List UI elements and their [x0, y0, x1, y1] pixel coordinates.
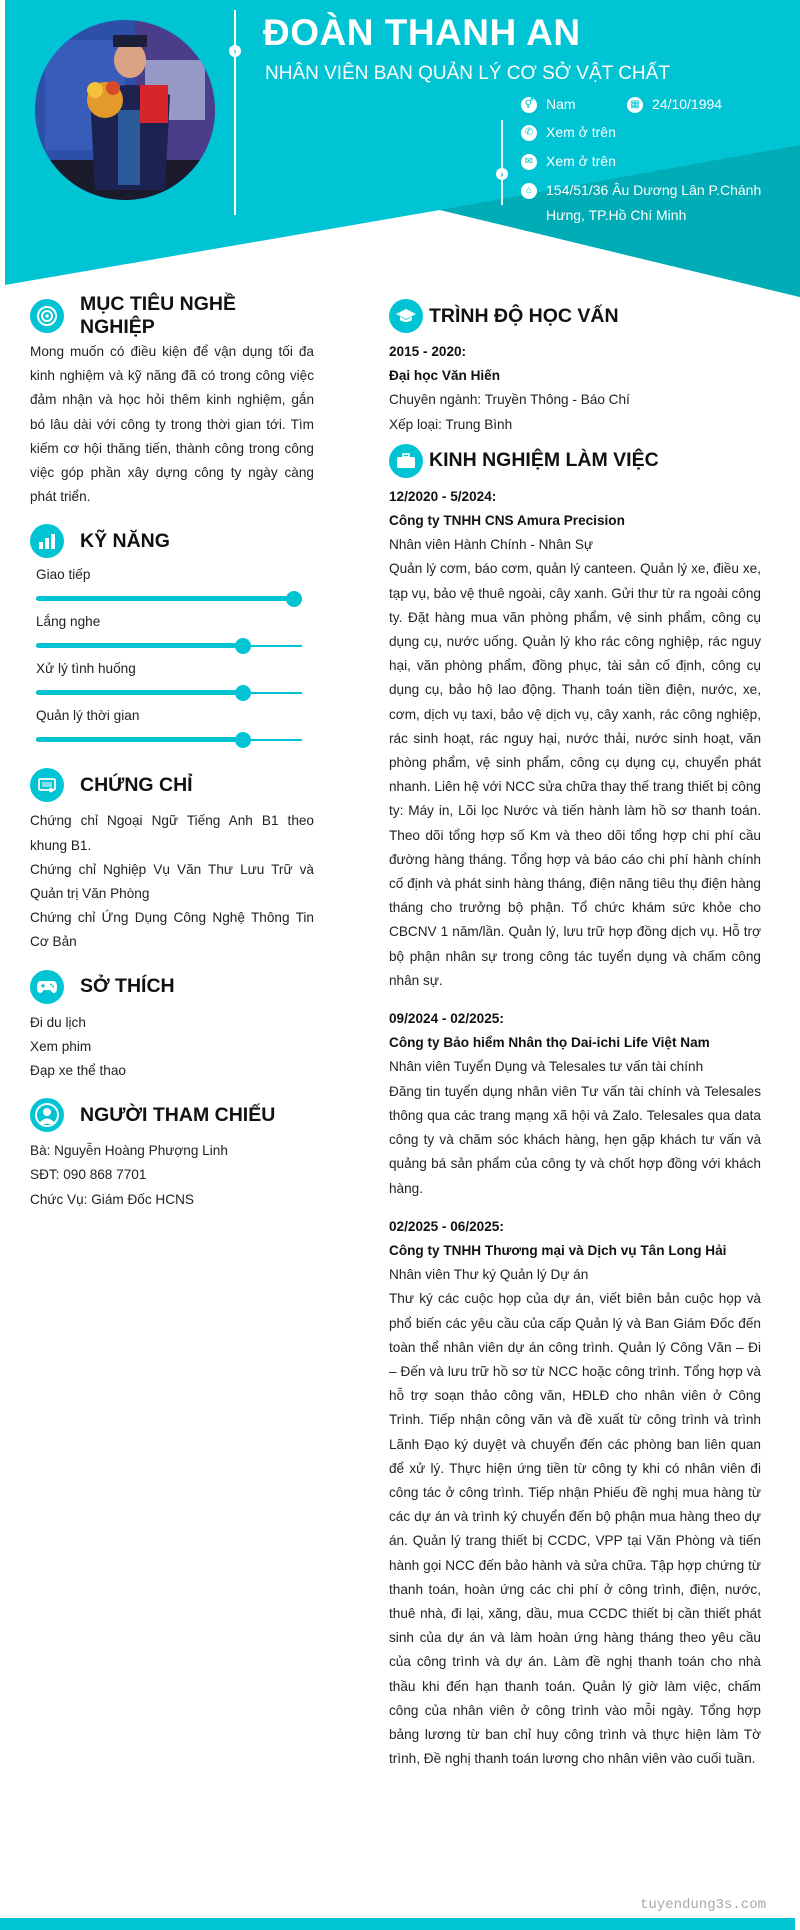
user-icon: [30, 1098, 64, 1132]
certificates-heading: [30, 767, 314, 803]
job-entry: [389, 485, 761, 993]
skills-list: [30, 565, 314, 753]
candidate-title: NHÂN VIÊN BAN QUẢN LÝ CƠ SỞ VẬT CHẤT: [265, 63, 670, 84]
email-value: Xem ở trên: [546, 153, 616, 169]
skill-item: [36, 565, 302, 612]
job-company: Công ty Bảo hiểm Nhân thọ Dai-ichi Life Việt Nam: [389, 1035, 710, 1051]
phone-icon: ✆: [521, 125, 537, 141]
skills-heading: [30, 523, 314, 559]
chevron-right-icon: ›: [496, 168, 508, 180]
certificate-item: Chứng chỉ Nghiệp Vụ Văn Thư Lưu Trữ và Quản trị Văn Phòng: [30, 861, 314, 902]
experience-title: KINH NGHIỆM LÀM VIỆC: [429, 449, 659, 472]
education-major: Chuyên ngành: Truyền Thông - Báo Chí: [389, 392, 630, 408]
certificate-item: Chứng chỉ Ứng Dụng Công Nghệ Thông Tin Cơ Bản: [30, 910, 314, 950]
reference-name: Bà: Nguyễn Hoàng Phượng Linh: [30, 1143, 228, 1159]
gender-icon: ⚥: [521, 97, 537, 113]
graduation-cap-icon: [389, 299, 423, 333]
address-info: [521, 182, 771, 228]
skill-level-knob: [286, 591, 302, 607]
gender-info: [521, 96, 576, 117]
hobby-item: Đạp xe thể thao: [30, 1063, 126, 1079]
objective-title: MỤC TIÊU NGHỀ NGHIỆP: [80, 293, 236, 338]
email-info: [521, 153, 616, 174]
skill-label: Lắng nghe: [36, 614, 101, 630]
phone-info: [521, 124, 616, 145]
objective-text: Mong muốn có điều kiện để vận dụng tối đa kinh nghiệm và kỹ năng đã có trong công việc đảm nhận và học hỏi thêm kinh nghiệm, gắn bó lâu dài với công ty trong thời gian tới. Tìm kiếm cơ hội thăng tiến, thành công trong công việc góp phần xây dựng công ty ngày càng phát triển.: [30, 344, 314, 505]
job-company: Công ty TNHH Thương mại và Dịch vụ Tân Long Hải: [389, 1242, 727, 1258]
address-value: 154/51/36 Âu Dương Lân P.Chánh Hưng, TP.Hồ Chí Minh: [546, 182, 762, 223]
education-period: 2015 - 2020:: [389, 344, 467, 359]
dob-info: [627, 96, 722, 117]
job-description: Thư ký các cuộc họp của dự án, viết biên bản cuộc họp và phổ biến các yêu cầu của cấp Quản lý và Ban Giám Đốc đến toàn thể nhân viên dự án công trình. Quản lý Công Văn – Đi – Đến và lưu trữ hồ sơ từ NCC hoặc công trình. Tổng hợp và hỗ trợ soạn thảo công văn, HĐLĐ cho nhân viên ở Công Trình. Tiếp nhận công văn và đề xuất từ công trình và trình Lãnh Đạo ký duyệt và chuyển đến các phòng ban liên quan để xử lý. Thực hiện ứng tiền từ công ty khi có nhân viên đi công tác ở công trình. Tiếp nhận Phiếu đề nghị mua hàng từ các dự án và trình ký chuyển đến bộ phận mua hàng theo dự án. Quản lý trang thiết bị CCDC, VPP tại Văn Phòng và tiến hành gọi NCC đến bảo hành và sửa chữa. Tập hợp chứng từ thanh toán, hoàn ứng các chi phí ở công trình, điện, nước, thuê nhà, đi lại, xăng, dầu, mua CCDC thiết bị cần thiết phát sinh của dự án và làm hoàn ứng hàng tháng theo yêu cầu của công trình và dự án. Làm đề nghị thanh toán cho nhà thầu khi đến hạn thanh toán. Quản lý giờ làm việc, chấm công của nhân viên ở công trình vào mỗi ngày. Tổng hợp bảng lương từ ban chỉ huy công trình và thực hiện làm Tờ trình, Đề nghị thanh toán lương cho nhân viên vào cuối tuần.: [389, 1291, 761, 1767]
references-title: NGƯỜI THAM CHIẾU: [80, 1103, 276, 1126]
phone-value: Xem ở trên: [546, 124, 616, 140]
reference-phone: SĐT: 090 868 7701: [30, 1167, 147, 1183]
skill-level-knob: [235, 732, 251, 748]
left-column: [30, 293, 314, 1212]
header-divider-line: [234, 10, 236, 215]
home-icon: ⌂: [521, 183, 537, 199]
job-period: 09/2024 - 02/2025:: [389, 1011, 504, 1027]
reference-position: Chức Vụ: Giám Đốc HCNS: [30, 1191, 194, 1207]
briefcase-icon: [389, 444, 423, 478]
skill-level-knob: [235, 685, 251, 701]
job-position: Nhân viên Hành Chính - Nhân Sự: [389, 537, 594, 553]
skill-label: Giao tiếp: [36, 567, 91, 583]
objective-heading: [30, 293, 314, 338]
candidate-name: ĐOÀN THANH AN: [263, 12, 581, 53]
job-entry: [389, 1007, 761, 1201]
hobby-item: Xem phim: [30, 1038, 92, 1054]
skill-level-knob: [235, 638, 251, 654]
header-banner: [0, 0, 800, 300]
education-heading: [389, 298, 761, 334]
skill-item: [36, 659, 302, 706]
job-period: 12/2020 - 5/2024:: [389, 488, 497, 504]
skill-level-fill: [36, 690, 243, 695]
gamepad-icon: [30, 970, 64, 1004]
skills-title: KỸ NĂNG: [80, 529, 170, 552]
right-column: [389, 298, 761, 1771]
job-period: 02/2025 - 06/2025:: [389, 1218, 504, 1234]
gender-value: Nam: [546, 96, 576, 112]
skill-item: [36, 612, 302, 659]
certificates-title: CHỨNG CHỈ: [80, 773, 193, 796]
job-description: Quản lý cơm, báo cơm, quản lý canteen. Quản lý xe, điều xe, tạp vụ, bảo vệ thuê ngoài, cây xanh. Gửi thư từ ra ngoài công ty. Đặt hàng mua văn phòng phẩm, vệ sinh phẩm, công cụ dụng cụ, nước uống. Quản lý kho rác công nghiệp, rác nguy hại, văn phòng phẩm, đồng phục, tài sản cố định, công cụ dụng cụ, bảo hộ lao động. Thanh toán tiền điện, nước, xe, cơm, dịch vụ taxi, bảo vệ dịch vụ, cây xanh, rác công nghiệp, rác sinh hoạt, rác nguy hại, nước thải, nước sinh hoạt, văn phòng phẩm, vệ sinh phẩm, công cụ dụng cụ, chuyển phát nhanh. Liên hệ với NCC sửa chữa thay thế trang thiết bị công ty: Máy in, Lõi lọc Nước và tiến hành làm hồ sơ thanh toán. Theo dõi tổng hợp số Km và theo dõi tổng hợp chi phí cầu đường hàng tháng. Tổng hợp và báo cáo chi phí hành chính cố định và phát sinh hàng tháng, điện năng tiêu thụ điện hàng tháng cho trưởng bộ phận. Tổ chức khám sức khỏe cho CBCNV 1 năm/lần. Quản lý, lưu trữ hợp đồng dịch vụ. Hỗ trợ bộ phận nhân sự trong công tác tuyển dụng và chấm công nhân sự.: [389, 561, 761, 988]
profile-photo: [35, 20, 215, 200]
certificate-item: Chứng chỉ Ngoại Ngữ Tiếng Anh B1 theo khung B1.: [30, 813, 314, 853]
skill-level-fill: [36, 596, 302, 601]
contact-divider-line: [501, 120, 503, 205]
chevron-right-icon: ›: [229, 45, 241, 57]
certificate-icon: [30, 768, 64, 802]
skill-label: Xử lý tình huống: [36, 661, 136, 677]
skill-level-fill: [36, 643, 243, 648]
email-icon: ✉: [521, 154, 537, 170]
dob-value: 24/10/1994: [652, 96, 723, 112]
hobby-item: Đi du lịch: [30, 1014, 86, 1030]
job-company: Công ty TNHH CNS Amura Precision: [389, 513, 625, 529]
target-icon: [30, 299, 64, 333]
education-grade: Xếp loại: Trung Bình: [389, 416, 513, 432]
hobbies-heading: [30, 969, 314, 1005]
references-heading: [30, 1097, 314, 1133]
experience-heading: [389, 443, 761, 479]
skill-item: [36, 706, 302, 753]
hobbies-title: SỞ THÍCH: [80, 975, 175, 998]
avatar: [35, 20, 215, 200]
job-position: Nhân viên Thư ký Quản lý Dự án: [389, 1267, 589, 1283]
skill-level-fill: [36, 737, 243, 742]
education-school: Đại học Văn Hiến: [389, 368, 501, 384]
education-title: TRÌNH ĐỘ HỌC VẤN: [429, 304, 619, 327]
bar-chart-icon: [30, 524, 64, 558]
calendar-icon: ▦: [627, 97, 643, 113]
skill-label: Quản lý thời gian: [36, 708, 140, 724]
job-position: Nhân viên Tuyển Dụng và Telesales tư vấn tài chính: [389, 1059, 704, 1075]
footer-bar: [0, 1918, 795, 1930]
watermark: tuyendung3s.com: [640, 1897, 767, 1913]
job-entry: [389, 1215, 761, 1772]
job-description: Đăng tin tuyển dụng nhân viên Tư vấn tài chính và Telesales thông qua các trang mạng xã hội và Zalo. Telesales qua data công ty và chăm sóc khách hàng, hẹn gặp khách tư vấn và quảng bá sản phẩm của công ty và chốt hợp đồng với khách hàng.: [389, 1083, 761, 1196]
